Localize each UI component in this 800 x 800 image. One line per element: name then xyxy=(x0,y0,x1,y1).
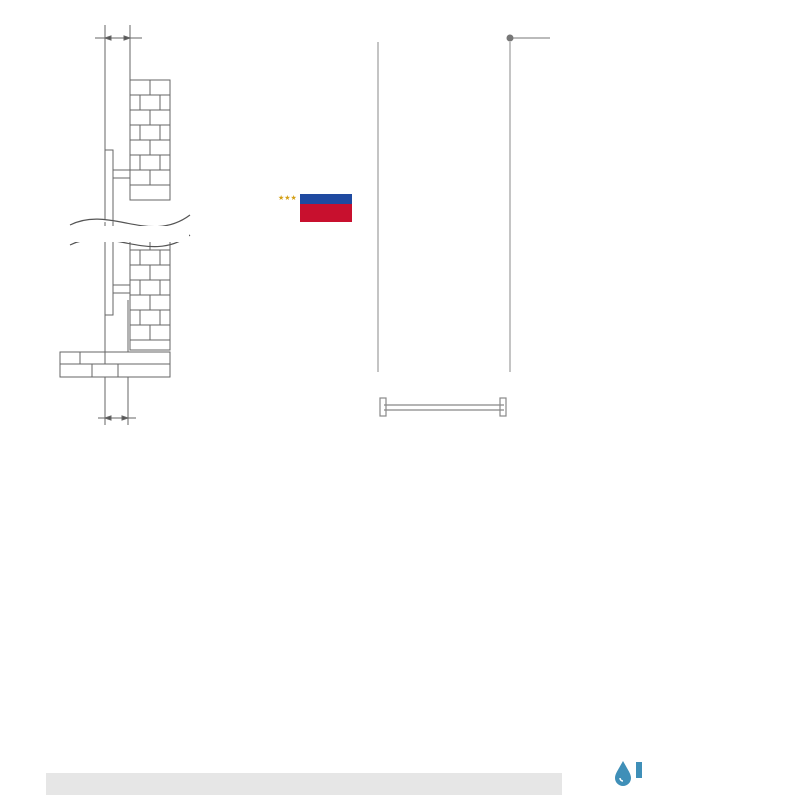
footnote xyxy=(46,773,562,795)
logo-text xyxy=(636,762,642,778)
stars-icon: ★★★ xyxy=(278,195,297,202)
front-view-diagram xyxy=(370,0,570,450)
brand-logo xyxy=(612,758,797,788)
water-drop-icon xyxy=(612,760,634,786)
en442-badge xyxy=(270,194,354,224)
euronorm-label xyxy=(300,194,352,204)
side-view-diagram xyxy=(50,0,270,450)
logo-text-italia xyxy=(636,762,642,778)
en-number xyxy=(300,204,352,222)
